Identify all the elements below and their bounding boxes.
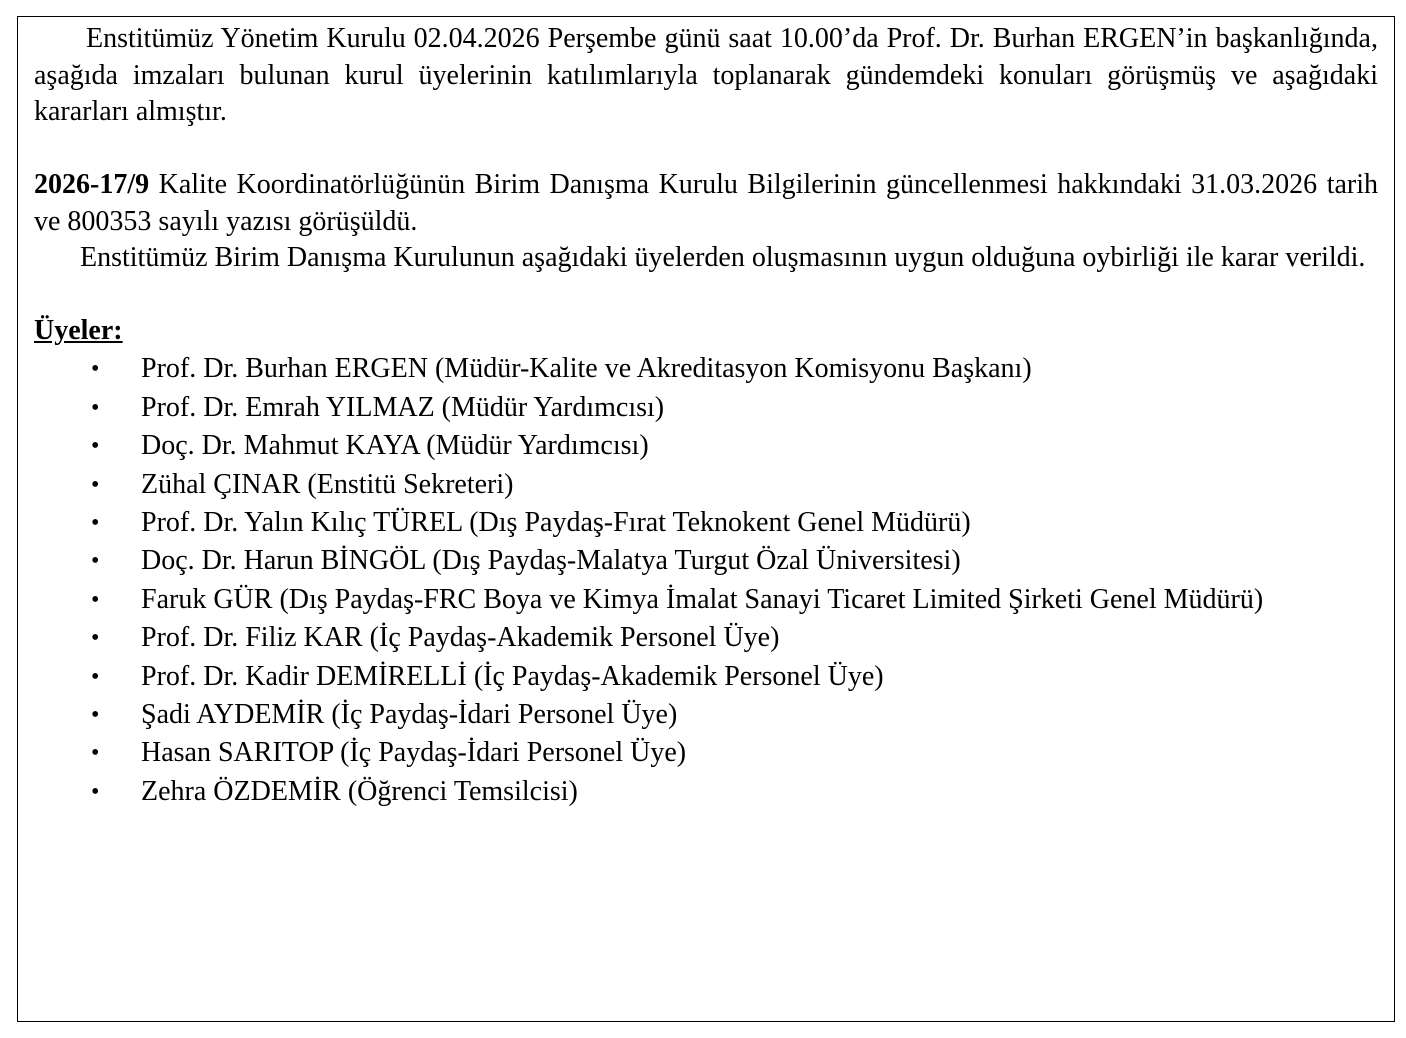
member-list <box>34 351 1378 810</box>
member-name: Faruk GÜR (Dış Paydaş-FRC Boya ve Kimya İmalat Sanayi Ticaret Limited Şirketi Genel Müdürü) <box>141 583 1264 615</box>
member-name: Doç. Dr. Harun BİNGÖL (Dış Paydaş-Malatya Turgut Özal Üniversitesi) <box>141 545 961 577</box>
list-item <box>34 505 1378 542</box>
member-name: Doç. Dr. Mahmut KAYA (Müdür Yardımcısı) <box>141 430 649 462</box>
member-name: Zehra ÖZDEMİR (Öğrenci Temsilcisi) <box>141 775 578 807</box>
member-name: Prof. Dr. Burhan ERGEN (Müdür-Kalite ve Akreditasyon Komisyonu Başkanı) <box>141 353 1032 385</box>
decision-paragraph <box>34 167 1378 240</box>
bullet-icon: • <box>91 394 100 421</box>
list-item <box>34 735 1378 772</box>
list-item <box>34 467 1378 504</box>
members-heading: Üyeler: <box>34 315 123 346</box>
resolution-paragraph: Enstitümüz Birim Danışma Kurulunun aşağıdaki üyelerden oluşmasının uygun olduğuna oybirliği ile karar verildi. <box>80 242 1366 273</box>
member-name: Prof. Dr. Yalın Kılıç TÜREL (Dış Paydaş-Fırat Teknokent Genel Müdürü) <box>141 506 971 538</box>
member-name: Prof. Dr. Filiz KAR (İç Paydaş-Akademik Personel Üye) <box>141 622 780 654</box>
list-item <box>34 543 1378 580</box>
bullet-icon: • <box>91 778 100 805</box>
bullet-icon: • <box>91 625 100 652</box>
decision-subject: Kalite Koordinatörlüğünün Birim Danışma Kurulu Bilgilerinin güncellenmesi hakkındaki 31.03.2026 tarih ve 800353 sayılı yazısı görüşüldü. <box>34 169 1378 237</box>
member-name: Şadi AYDEMİR (İç Paydaş-İdari Personel Üye) <box>141 698 678 730</box>
bullet-icon: • <box>91 740 100 767</box>
member-name: Hasan SARITOP (İç Paydaş-İdari Personel Üye) <box>141 737 687 769</box>
paragraph-spacer <box>34 131 1378 168</box>
list-item <box>34 659 1378 696</box>
member-name: Prof. Dr. Emrah YILMAZ (Müdür Yardımcısı) <box>141 391 665 423</box>
bullet-icon: • <box>91 509 100 536</box>
bullet-icon: • <box>91 433 100 460</box>
member-name: Prof. Dr. Kadir DEMİRELLİ (İç Paydaş-Akademik Personel Üye) <box>141 660 884 692</box>
list-item <box>34 697 1378 734</box>
decision-number: 2026-17/9 <box>34 169 150 200</box>
document-body <box>34 21 1378 810</box>
intro-paragraph: Enstitümüz Yönetim Kurulu 02.04.2026 Perşembe günü saat 10.00’da Prof. Dr. Burhan ERGEN’in başkanlığında, aşağıda imzaları bulunan kurul üyelerinin katılımlarıyla toplanarak gündemdeki konuları görüşmüş ve aşağıdaki kararları almıştır. <box>34 23 1378 127</box>
document-frame <box>17 16 1395 1022</box>
list-item <box>34 582 1378 619</box>
list-item <box>34 390 1378 427</box>
member-name: Zühal ÇINAR (Enstitü Sekreteri) <box>141 468 514 500</box>
bullet-icon: • <box>91 548 100 575</box>
bullet-icon: • <box>91 586 100 613</box>
list-item <box>34 620 1378 657</box>
bullet-icon: • <box>91 471 100 498</box>
paragraph-spacer <box>34 277 1378 314</box>
list-item <box>34 428 1378 465</box>
bullet-icon: • <box>91 701 100 728</box>
list-item <box>34 351 1378 388</box>
bullet-icon: • <box>91 356 100 383</box>
list-item <box>34 774 1378 811</box>
bullet-icon: • <box>91 663 100 690</box>
